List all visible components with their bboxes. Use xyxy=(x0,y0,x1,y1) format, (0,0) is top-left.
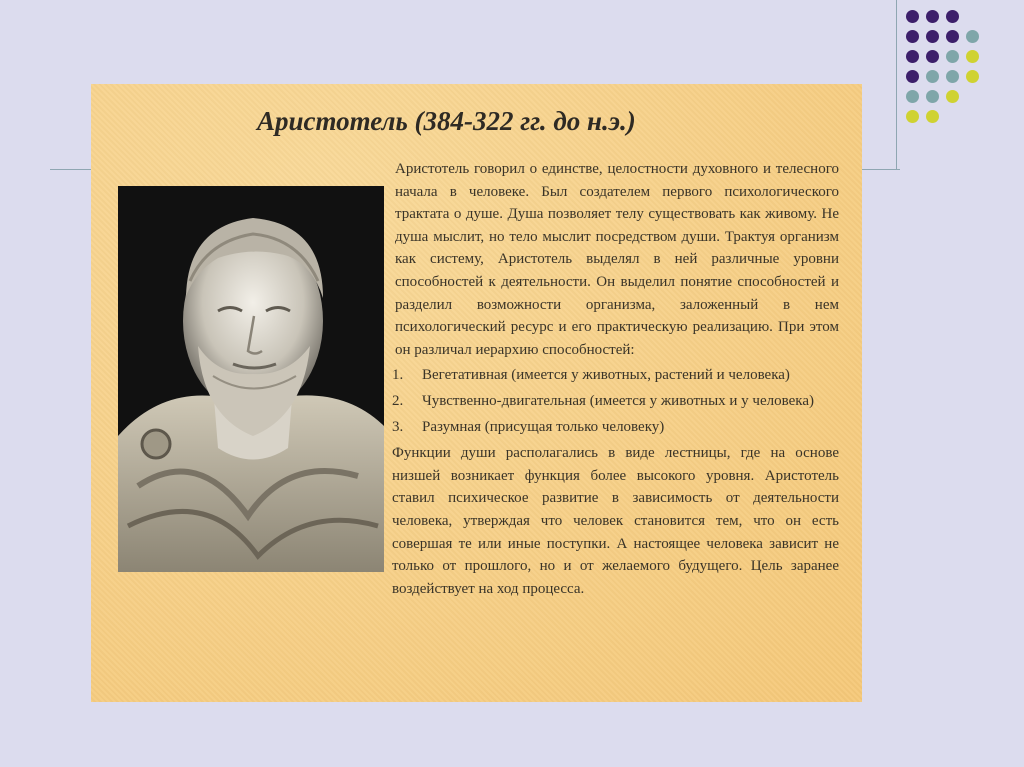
decor-dot xyxy=(906,90,919,103)
list-item-text: Чувственно-двигательная (имеется у животных и у человека) xyxy=(422,392,814,409)
decor-dot xyxy=(946,70,959,83)
aristotle-bust-image xyxy=(118,186,384,572)
intro-paragraph: Аристотель говорил о единстве, целостности духовного и телесного начала в человеке. Был создателем первого психологического трактата о душе. Душа позволяет телу существовать как живому. Не душа мыслит, но тело мыслит посредством души. Трактуя организм как систему, Аристотель выделял в ней различные уровни способностей к деятельности. Он выделил понятие способностей и разделил возможности организма, заложенный в нем психологический ресурс и его практическую реализацию. При этом он различал иерархию способностей: xyxy=(395,161,839,358)
decor-dot xyxy=(926,30,939,43)
decor-dot xyxy=(906,70,919,83)
decor-dot xyxy=(946,30,959,43)
decor-dot xyxy=(926,110,939,123)
slide-title: Аристотель (384-322 гг. до н.э.) xyxy=(257,106,636,136)
decor-dot xyxy=(966,70,979,83)
decor-vertical-line xyxy=(896,0,897,170)
list-item-text: Вегетативная (имеется у животных, растений и человека) xyxy=(422,367,790,384)
decor-dot xyxy=(926,70,939,83)
decor-dot xyxy=(926,50,939,63)
text-column xyxy=(392,158,839,600)
decor-dot xyxy=(946,50,959,63)
decor-dot xyxy=(966,30,979,43)
list-item xyxy=(392,416,839,439)
list-item-number: 3. xyxy=(392,418,404,435)
decor-dot xyxy=(946,90,959,103)
decor-dot xyxy=(966,50,979,63)
decor-dot xyxy=(946,10,959,23)
decor-dot xyxy=(906,110,919,123)
conclusion-paragraph: Функции души располагались в виде лестницы, где на основе низшей возникает функция более высокого уровня. Аристотель ставил психическое развитие в зависимость от деятельности человека, утверждая что человек становится тем, что он есть совершая те или иные поступки. А настоящее человека зависит не только от прошлого, но и от желаемого будущего. Цель заранее воздействует на ход процесса. xyxy=(392,445,839,597)
decor-dot xyxy=(906,10,919,23)
list-item-text: Разумная (присущая только человеку) xyxy=(422,418,665,435)
list-item xyxy=(392,364,839,387)
decor-dot xyxy=(906,30,919,43)
list-item xyxy=(392,390,839,413)
list-item-number: 1. xyxy=(392,367,404,384)
decor-dot-grid xyxy=(906,10,1016,150)
decor-dot xyxy=(906,50,919,63)
decor-dot xyxy=(926,90,939,103)
list-item-number: 2. xyxy=(392,392,404,409)
content-panel xyxy=(91,84,862,702)
decor-dot xyxy=(926,10,939,23)
